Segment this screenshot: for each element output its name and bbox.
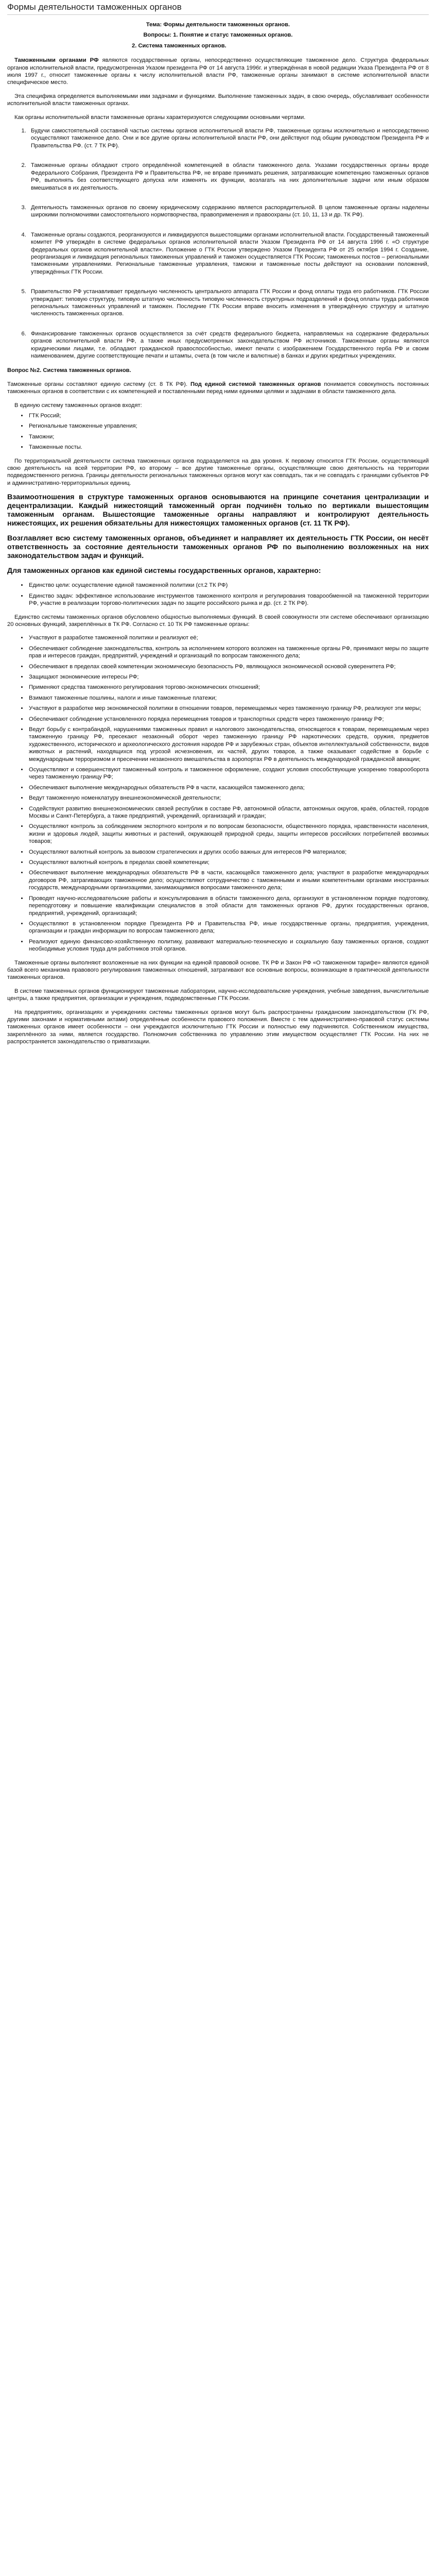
function-item: • Обеспечивают в пределах своей компетенции экономическую безопасность РФ, являющуюся экономической основой суверенитета РФ; bbox=[28, 663, 429, 670]
system-components-list bbox=[7, 412, 429, 451]
question-1-line: Вопросы: 1. Понятие и статус таможенных органов. bbox=[143, 32, 293, 39]
feature-item bbox=[28, 162, 429, 192]
function-item: • Взимают таможенные пошлины, налоги и иные таможенные платежи; bbox=[28, 694, 429, 702]
unity-item: • Единство цели: осуществление единой таможенной политики (ст.2 ТК РФ) bbox=[28, 582, 429, 589]
question-2-line: 2. Система таможенных органов. bbox=[132, 42, 226, 49]
intro-lead-term: Таможенными органами РФ bbox=[14, 57, 99, 64]
feature-item bbox=[28, 204, 429, 219]
feature-item bbox=[28, 231, 429, 276]
section-2-title: Вопрос №2. Система таможенных органов. bbox=[7, 367, 131, 374]
system-component-item: • Таможенные посты. bbox=[28, 444, 429, 451]
function-item: • Ведут таможенную номенклатуру внешнеэкономической деятельности; bbox=[28, 794, 429, 802]
function-item: • Обеспечивают соблюдение установленного порядка перемещения товаров и транспортных средств через таможенную границу РФ; bbox=[28, 716, 429, 723]
intro-paragraph bbox=[7, 93, 429, 108]
closing-paragraph: В системе таможенных органов функционируют таможенные лаборатории, научно-исследовательские учреждения, учебные заведения, вычислительные центры, а также предприятия, организации и учреждения, подведомственные ГТК России. bbox=[7, 988, 429, 1002]
feature-text: 6. Финансирование таможенных органов осуществляется за счёт средств федерального бюджета, направляемых на содержание федеральных органов исполнительной власти РФ, а также иных предусмотренных законодательством РФ источников. Таможенные органы являются юридическими лицами, т.е. обладают гражданской правоспособностью, имеют печати с изображением Государственного герба РФ и своим наименованием, другие соответствующие печати и штампы, счета (в том числе и валютные) в банках и других кредитных учреждениях. bbox=[31, 330, 429, 359]
lesson-header bbox=[7, 21, 429, 49]
system-definition-bold: Под единой системой таможенных органов bbox=[190, 381, 321, 387]
function-item: • Ведут борьбу с контрабандой, нарушениями таможенных правил и налогового законодательства, относящегося к товарам, перемещаемым через таможенную границу РФ, пресекают незаконный оборот через таможенную границу РФ наркотических средств, оружия, предметов художественного, исторического и археологического достояния народов РФ и зарубежных стран, объектов интеллектуальной собственности, видов животных и растений, находящихся под угрозой исчезновения, их частей, других товаров, а также оказывают содействие в борьбе с международным терроризмом и пресечении незаконного вмешательства в аэропортах РФ в деятельность международной гражданской авиации; bbox=[28, 726, 429, 763]
intro-text: являются государственные органы, непосредственно осуществляющие таможенное дело. Структура федеральных органов исполнительной власти, предусмотренная Указом президента РФ от 14 августа 1996г. и утверждённая в новой редакции Указа Президента РФ от 8 июля 1997 г., относит таможенные органы к числу исполнительной власти РФ, таможенные органы занимают в системе исполнительной власти специфическое место. bbox=[7, 57, 429, 86]
gtk-responsibility: Возглавляет всю систему таможенных органов, объединяет и направляет их деятельность ГТК России, он несёт ответственность за состояние деятельности таможенных органов РФ по выполнению возложенных на них законодательством задач и функций. bbox=[7, 534, 429, 561]
functions-list bbox=[7, 634, 429, 953]
intro-text: Эта специфика определяется выполняемыми ими задачами и функциями. Выполнение таможенных задач, в свою очередь, обуславливает особенности исполнительной власти таможенных органах. bbox=[7, 93, 429, 107]
function-item: • Защищают экономические интересы РФ; bbox=[28, 673, 429, 681]
function-item: • Содействуют развитию внешнеэкономических связей республик в составе РФ, автономной области, автономных округов, краёв, областей, городов Москвы и Санкт-Петербурга, а также предприятий, учреждений, организаций и граждан; bbox=[28, 805, 429, 820]
topic-line: Тема: Формы деятельности таможенных органов. bbox=[146, 22, 290, 28]
system-includes: В единую систему таможенных органов входят: bbox=[14, 402, 142, 409]
function-item: • Участвуют в разработке таможенной политики и реализуют её; bbox=[28, 634, 429, 641]
page bbox=[0, 2, 436, 1062]
title-divider bbox=[7, 14, 429, 15]
intro-paragraph bbox=[7, 57, 429, 87]
territorial-levels: По территориальной деятельности система таможенных органов подразделяется на два уровня. К первому относится ГТК России, осуществляющий свою деятельность на всей территории РФ, ко второму – все другие таможенные органы, осуществляющие свою деятельность на территории подведомственного региона. Границы деятельности региональных таможенных органов могут как совпадать, так и не совпадать с границами субъектов РФ и административно-территориальных единиц. bbox=[7, 457, 429, 486]
function-item: • Проводят научно-исследовательские работы и консультирования в области таможенного дела, организуют в установленном порядке подготовку, переподготовку и повышение квалификации специалистов в этой области для таможенных органов РФ, других государственных органов, предприятий, учреждений, организаций; bbox=[28, 895, 429, 917]
unity-list bbox=[7, 582, 429, 607]
functions-intro: Единство системы таможенных органов обусловлено общностью выполняемых функций. В своей совокупности эти системе обеспечивают организацию 20 основных функций, закреплённых в ТК РФ. Согласно ст. 10 ТК РФ таможенные органы: bbox=[7, 614, 429, 628]
feature-text: 2. Таможенные органы обладают строго определённой компетенцией в области таможенного дела. Указами государственных органы вроде Федерального Собрания, Президента РФ и Правительства РФ, не вправе принимать решения, затрагивающие компетенцию таможенных органов РФ, выполнять без соответствующего допуска или изменять их функции, возлагать на них дополнительные задачи или иным образом вмешиваться в их деятельность. bbox=[31, 162, 429, 191]
function-item: • Обеспечивают соблюдение законодательства, контроль за исполнением которого возложен на таможенные органы РФ, принимают меры по защите прав и интересов граждан, предприятий, учреждений и организаций по вопросам таможенного дела; bbox=[28, 645, 429, 660]
feature-item bbox=[28, 288, 429, 318]
function-item: • Осуществляют контроль за соблюдением экспортного контроля и по вопросам безопасности, общественного порядка, нравственности населения, жизни и здоровья людей, защиты животных и растений, окружающей природной среды, защиты интересов российских потребителей ввозимых товаров; bbox=[28, 823, 429, 845]
system-definition-rest: понимается совокупность постоянных таможенных органов в соответствии с их компетенцией и поставленными перед ними единими целями и задачами в области таможенного дела. bbox=[7, 381, 429, 395]
closing-section bbox=[7, 959, 429, 1046]
feature-text: 3. Деятельность таможенных органов по своему юридическому содержанию является распорядительной. В целом таможенные органы наделены широкими полномочиями самостоятельного нормотворчества, правоприменения и правоохраны (ст. 10, 11, 13 и др. ТК РФ). bbox=[31, 204, 429, 218]
feature-item bbox=[28, 127, 429, 149]
unified-system-heading: Для таможенных органов как единой системы государственных органов, характерно: bbox=[7, 567, 321, 575]
feature-item bbox=[28, 330, 429, 360]
intro-section bbox=[7, 57, 429, 121]
function-item: • Осуществляют валютный контроль в пределах своей компетенции; bbox=[28, 859, 429, 866]
feature-text: 4. Таможенные органы создаются, реорганизуются и ликвидируются вышестоящими органами исполнительной власти. Государственный таможенный комитет РФ утверждён в системе федеральных органов исполнительной власти Указом Президента РФ от 14 августа 1996 г. «О структуре федеральных органов исполнительной власти». Положение о ГТК России утверждено Указом Президента РФ от 25 октября 1994 г. Создание, реорганизация и ликвидация региональных таможенных управлений и таможен осуществляется ГТК России; таможенных постов – региональными таможенными управлениями. Региональные таможенные управления, таможни и таможенные посты действуют на основании положений, утверждённых ГТК России. bbox=[31, 231, 429, 275]
function-item: • Осуществляют валютный контроль за вывозом стратегических и других особо важных для интересов РФ материалов; bbox=[28, 849, 429, 856]
function-item: • Осуществляют в установленном порядке Президента РФ и Правительства РФ, иные государственные органы, предприятия, учреждения, организации и граждан информации по вопросам таможенного дела; bbox=[28, 920, 429, 935]
system-component-item: • ГТК Россий; bbox=[28, 412, 429, 419]
feature-text: 1. Будучи самостоятельной составной частью системы органов исполнительной власти РФ, таможенные органы исключительно и непосредственно осуществляют таможенное дело. Они и все другие органы исполнительной власти РФ, они действуют под общим руководством Президента РФ и Правительства РФ. (ст. 7 ТК РФ). bbox=[31, 128, 429, 149]
function-item: • Осуществляют и совершенствуют таможенный контроль и таможенное оформление, создают условия способствующие ускорению товарооборота через таможенную границу РФ; bbox=[28, 766, 429, 781]
feature-text: 5. Правительство РФ устанавливает предельную численность центрального аппарата ГТК России и фонд оплаты труда его работников. ГТК России утверждает: типовую структуру, типовую штатную численность типовую численность структурных подразделений и фонд оплаты труда работников региональных таможенных управлений и таможен. Последние ГТК России вправе вносить изменения в утверждённую структуру и штатную численность таможенных органов. bbox=[31, 289, 429, 317]
closing-paragraph: На предприятиях, организациях и учреждениях системы таможенных органов могут быть распространены гражданским законодательством (ГК РФ, другими законами и нормативными актами) определённые особенности правового положения. Вместе с тем административно-правовой статус системы таможенных органов имеет особенности – они учреждаются исключительно ГТК России и полностью ему подчиняются. Собственником имущества, закреплённого за ними, является государство. Полномочия собственника по управлению этим имуществом осуществляет ГТК России. На них не распространяется законодательство о приватизации. bbox=[7, 1009, 429, 1045]
closing-paragraph: Таможенные органы выполняют возложенные на них функции на единой правовой основе. ТК РФ и Закон РФ «О таможенном тарифе» являются единой базой всего механизма правового регулирования таможенных отношений, затрагивают все основные вопросы, возникающие в практической деятельности таможенных органов. bbox=[7, 959, 429, 981]
function-item: • Обеспечивают выполнение международных обязательств РФ в части, касающейся таможенного дела; bbox=[28, 784, 429, 791]
system-definition-text: Таможенные органы составляют единую систему (ст. 8 ТК РФ). bbox=[7, 381, 191, 387]
hierarchy-principle: Взаимоотношения в структуре таможенных органов основываются на принципе сочетания централизации и децентрализации. Каждый нижестоящий таможенный орган подчинён только по вертикали вышестоящим таможенным органам. Вышестоящие таможенные органы направляют и контролируют деятельность нижестоящих, их решения обязательны для нижестоящих таможенных органов (ст. 11 ТК РФ). bbox=[7, 493, 429, 528]
unity-item: • Единство задач: эффективное использование инструментов таможенного контроля и регулирования товарообменной на таможенной территории РФ, участие в реализации торгово-политических задач по защите российского рынка и др. (ст. 2 ТК РФ). bbox=[28, 592, 429, 607]
function-item: • Применяют средства таможенного регулирования торгово-экономических отношений; bbox=[28, 684, 429, 691]
function-item: • Участвуют в разработке мер экономической политики в отношении товаров, перемещаемых через таможенную границу РФ, реализуют эти меры; bbox=[28, 705, 429, 712]
function-item: • Обеспечивают выполнение международных обязательств РФ в части, касающейся таможенного дела; участвуют в разработке международных договоров РФ, затрагивающих таможенное дело; осуществляют сотрудничество с таможенными и иными компетентными органами иностранных государств, международными организациями, занимающимися вопросами таможенного дела; bbox=[28, 869, 429, 891]
system-component-item: • Региональные таможенные управления; bbox=[28, 422, 429, 430]
intro-paragraph bbox=[7, 114, 429, 121]
function-item: • Реализуют единую финансово-хозяйственную политику, развивают материально-техническую и социальную базу таможенных органов, создают необходимые условия труда для работников этой органов. bbox=[28, 938, 429, 953]
page-title: Формы деятельности таможенных органов bbox=[7, 2, 182, 12]
features-list bbox=[7, 127, 429, 360]
system-component-item: • Таможни; bbox=[28, 433, 429, 440]
intro-text: Как органы исполнительной власти таможенные органы характеризуются следующими основными чертами. bbox=[14, 114, 306, 121]
system-definition bbox=[7, 381, 429, 396]
